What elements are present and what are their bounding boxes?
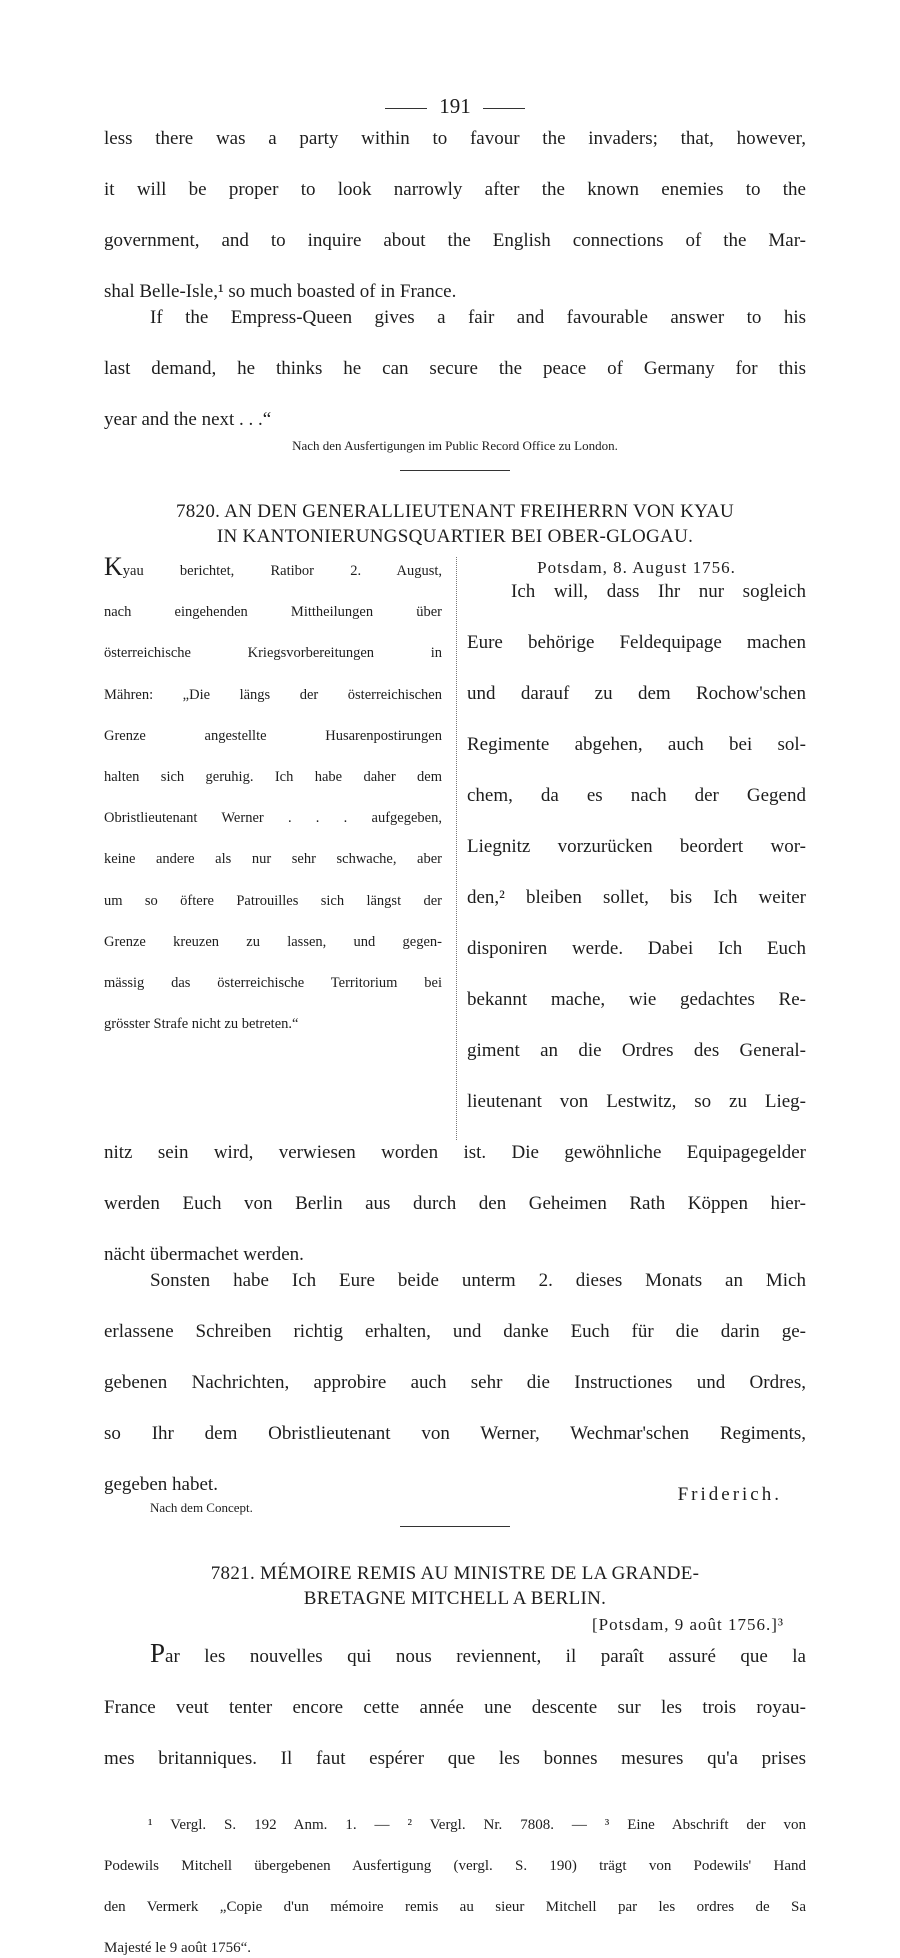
source-note: Nach den Ausfertigungen im Public Record Office zu London. <box>104 436 806 456</box>
text-line: und darauf zu dem Rochow'schen <box>467 681 806 732</box>
text-line: Regimente abgehen, auch bei sol- <box>467 732 806 783</box>
text-line: Sonsten habe Ich Eure beide unterm 2. dieses Monats an Mich <box>104 1268 806 1319</box>
text-line: France veut tenter encore cette année une descente sur les trois royau- <box>104 1695 806 1746</box>
text-line: chem, da es nach der Gegend <box>467 783 806 834</box>
initial-letter: K <box>104 552 123 581</box>
text-line: so Ihr dem Obristlieutenant von Werner, Wechmar'schen Regiments, <box>104 1421 806 1472</box>
text-line: erlassene Schreiben richtig erhalten, und danke Euch für die darin ge- <box>104 1319 806 1370</box>
page-header <box>104 92 806 120</box>
footnote-line: Majesté le 9 août 1756“. <box>104 1938 806 1958</box>
text-line: Eure behörige Feldequipage machen <box>467 630 806 681</box>
footnote-line: Podewils Mitchell übergebenen Ausfertigung (vergl. S. 190) trägt von Podewils' Hand <box>104 1856 806 1897</box>
text-line: Ich will, dass Ihr nur sogleich <box>467 579 806 630</box>
text-line: werden Euch von Berlin aus durch den Geheimen Rath Köppen hier- <box>104 1191 806 1242</box>
text-line: mässig das österreichische Territorium bei <box>104 973 442 1014</box>
text-line: disponiren werde. Dabei Ich Euch <box>467 936 806 987</box>
text-line: lieutenant von Lestwitz, so zu Lieg- <box>467 1089 806 1140</box>
text-line: mes britanniques. Il faut espérer que les bonnes mesures qu'a prises <box>104 1746 806 1797</box>
heading-line: 7820. AN DEN GENERALLIEUTENANT FREIHERRN VON KYAU <box>104 499 806 524</box>
text-line: österreichische Kriegsvorbereitungen in <box>104 643 442 684</box>
text-line: gebenen Nachrichten, approbire auch sehr die Instructiones und Ordres, <box>104 1370 806 1421</box>
text-line: Par les nouvelles qui nous reviennent, il paraît assuré que la <box>104 1641 806 1695</box>
text-line: Grenze kreuzen zu lassen, und gegen- <box>104 932 442 973</box>
initial-letter: P <box>150 1638 165 1668</box>
text-line: keine andere als nur sehr schwache, aber <box>104 849 442 890</box>
heading-line: BRETAGNE MITCHELL A BERLIN. <box>104 1586 806 1611</box>
text-line: grösster Strafe nicht zu betreten.“ <box>104 1014 442 1035</box>
text-line: it will be proper to look narrowly after the known enemies to the <box>104 177 806 228</box>
letter-7821-body <box>104 1641 806 1797</box>
summary-column <box>104 557 452 1140</box>
letter-7820-body <box>104 1140 806 1506</box>
text-line: year and the next . . .“ <box>104 407 806 433</box>
page-number: 191 <box>439 94 471 118</box>
header-dash-right <box>483 108 525 109</box>
text-line: halten sich geruhig. Ich habe daher dem <box>104 767 442 808</box>
section1-para2 <box>104 305 806 433</box>
section1-para1 <box>104 126 806 305</box>
text-line: Obristlieutenant Werner . . . aufgegeben, <box>104 808 442 849</box>
text-line: last demand, he thinks he can secure the peace of Germany for this <box>104 356 806 407</box>
text-line: Grenze angestellte Husarenpostirungen <box>104 726 442 767</box>
text-line: Mähren: „Die längs der österreichischen <box>104 685 442 726</box>
letter-7820-heading <box>104 499 806 549</box>
text-line: um so öftere Patrouilles sich längst der <box>104 891 442 932</box>
source-note: Nach dem Concept. <box>150 1498 806 1518</box>
signature: Friderich. <box>678 1484 782 1506</box>
dateline: [Potsdam, 9 août 1756.]³ <box>104 1613 784 1637</box>
footnotes <box>104 1815 806 1958</box>
column-divider <box>456 557 457 1140</box>
header-dash-left <box>385 108 427 109</box>
letter-7820-columns <box>104 557 806 1140</box>
document-page <box>104 92 806 1958</box>
text-line: Liegnitz vorzurücken beordert wor- <box>467 834 806 885</box>
heading-line: IN KANTONIERUNGSQUARTIER BEI OBER-GLOGAU. <box>104 524 806 549</box>
footnote-line: den Vermerk „Copie d'un mémoire remis au sieur Mitchell par les ordres de Sa <box>104 1897 806 1938</box>
text-line: government, and to inquire about the English connections of the Mar- <box>104 228 806 279</box>
letter-column <box>467 557 806 1140</box>
text-line: nächt übermachet werden. <box>104 1242 806 1268</box>
text-line: nach eingehenden Mittheilungen über <box>104 602 442 643</box>
text-line: gegeben habet. <box>104 1472 218 1498</box>
dateline: Potsdam, 8. August 1756. <box>467 557 806 579</box>
text-line: den,² bleiben sollet, bis Ich weiter <box>467 885 806 936</box>
text-line: nitz sein wird, verwiesen worden ist. Die gewöhnliche Equipagegelder <box>104 1140 806 1191</box>
text-line: bekannt mache, wie gedachtes Re- <box>467 987 806 1038</box>
text-line: less there was a party within to favour the invaders; that, however, <box>104 126 806 177</box>
text-line: giment an die Ordres des General- <box>467 1038 806 1089</box>
text-line: Kyau berichtet, Ratibor 2. August, <box>104 557 442 602</box>
footnote-line: ¹ Vergl. S. 192 Anm. 1. — ² Vergl. Nr. 7808. — ³ Eine Abschrift der von <box>104 1815 806 1856</box>
text-line: If the Empress-Queen gives a fair and favourable answer to his <box>104 305 806 356</box>
text-line: shal Belle-Isle,¹ so much boasted of in France. <box>104 279 806 305</box>
letter-7821-heading <box>104 1561 806 1611</box>
heading-line: 7821. MÉMOIRE REMIS AU MINISTRE DE LA GRANDE- <box>104 1561 806 1586</box>
